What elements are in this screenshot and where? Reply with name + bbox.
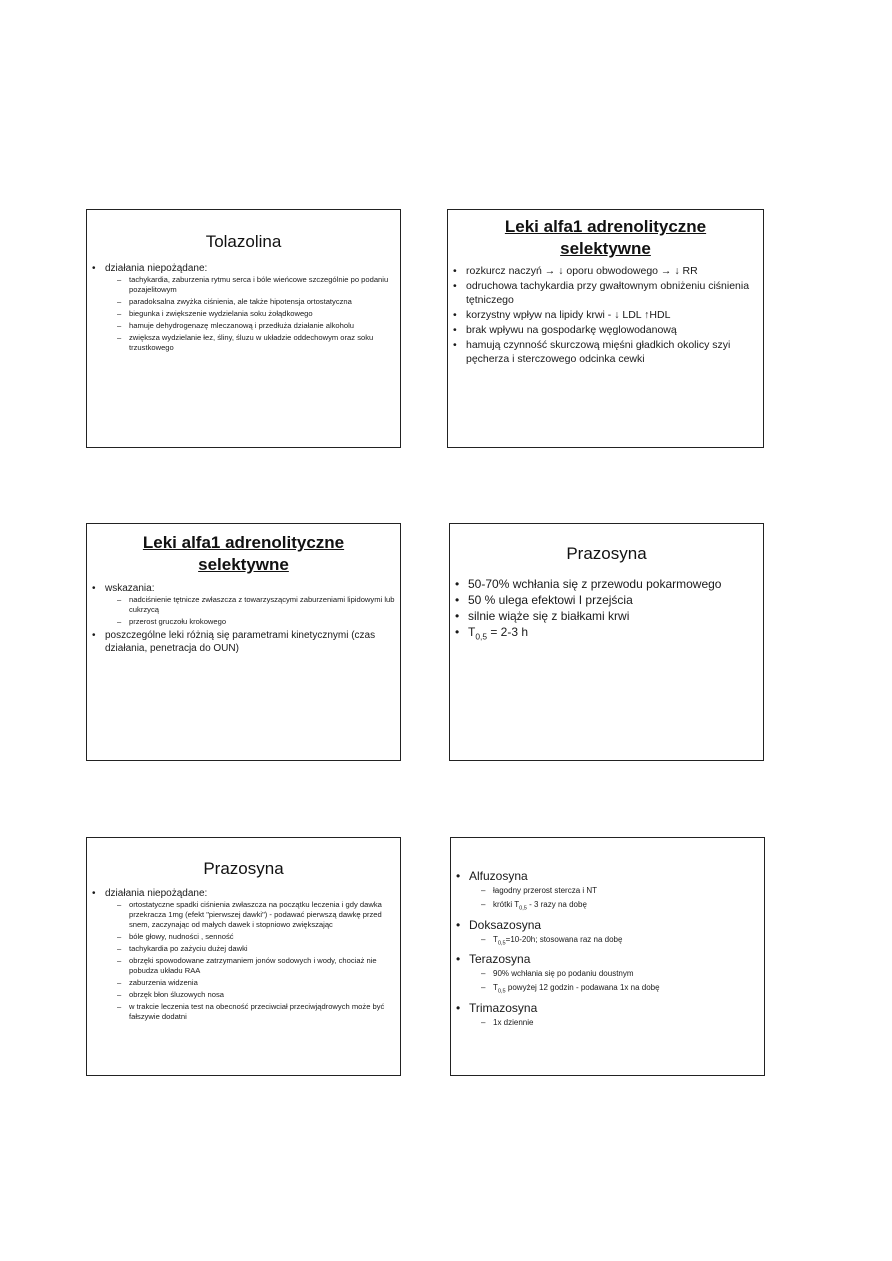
bullet-item xyxy=(448,338,763,366)
item-text: Doksazosyna xyxy=(469,917,542,932)
bullet-item xyxy=(87,629,400,655)
item-text: działania niepożądane: xyxy=(105,263,208,274)
item-text: w trakcie leczenia test na obecność przeciwciał przeciwjądrowych może być fałszywie dodatni xyxy=(129,1002,385,1021)
item-text: Trimazosyna xyxy=(469,1000,538,1015)
item-text: zwiększa wydzielanie łez, śliny, śluzu w układzie oddechowym oraz soku trzustkowego xyxy=(129,333,374,352)
subscript: 0,5 xyxy=(497,988,506,995)
sub-bullet-item xyxy=(87,956,400,976)
item-text: tachykardia, zaburzenia rytmu serca i bóle wieńcowe szczególnie po podaniu pozajelitowym xyxy=(129,275,389,294)
bullet-item xyxy=(448,323,763,337)
item-text: 90% wchłania się po podaniu doustnym xyxy=(493,969,634,979)
item-text: korzystny wpływ na lipidy krwi - ↓ LDL ↑HDL xyxy=(466,309,671,321)
item-text: ortostatyczne spadki ciśnienia zwłaszcza na początku leczenia i gdy dawka przekracza 1mg (efekt "pierwszej dawki") - podawać pierwszą dawkę przed snem, zaczynając od małych dawek i stopniowo zwiększając xyxy=(129,900,382,929)
item-text: Terazosyna xyxy=(469,952,531,967)
slide-prazosyna-2 xyxy=(86,837,401,1076)
item-text: paradoksalna zwyżka ciśnienia, ale także hipotensja ortostatyczna xyxy=(129,297,352,306)
item-text: tachykardia po zażyciu dużej dawki xyxy=(129,944,248,953)
bullet-item xyxy=(451,1000,764,1017)
bullet-item xyxy=(451,951,764,968)
item-text: 50 % ulega efektowi I przejścia xyxy=(468,593,633,607)
slide-title-line2: selektywne xyxy=(560,239,651,258)
sub-bullet-item xyxy=(451,934,764,950)
item-text: działania niepożądane: xyxy=(105,888,208,899)
item-text: hamuje dehydrogenazę mleczanową i przedłuża działanie alkoholu xyxy=(129,321,355,330)
sub-bullet-item xyxy=(87,1002,400,1022)
item-text: krótki T xyxy=(493,900,520,909)
slide-title-line2: selektywne xyxy=(198,555,289,574)
slide-list xyxy=(448,264,763,366)
slide-list xyxy=(450,576,763,644)
item-text: = 2-3 h xyxy=(487,625,529,639)
sub-bullet-item xyxy=(87,297,400,307)
bullet-item xyxy=(448,308,763,322)
item-text: T xyxy=(493,983,498,993)
bullet-item xyxy=(450,624,763,644)
bullet-item xyxy=(451,917,764,934)
item-text: łagodny przerost stercza i NT xyxy=(493,886,598,895)
slide-list xyxy=(87,582,400,655)
bullet-item xyxy=(87,582,400,595)
bullet-item xyxy=(450,576,763,592)
item-text: T xyxy=(493,934,498,944)
slide-prazosyna-1 xyxy=(449,523,764,761)
slide-title: Prazosyna xyxy=(566,544,647,563)
slide-list xyxy=(87,887,400,1022)
bullet-item xyxy=(448,264,763,278)
sub-bullet-item xyxy=(87,309,400,319)
bullet-item xyxy=(451,868,764,885)
sub-bullet-item xyxy=(451,968,764,980)
item-text: rozkurcz naczyń → ↓ oporu obwodowego → ↓ RR xyxy=(466,265,698,277)
bullet-item xyxy=(448,279,763,307)
item-text: powyżej 12 godzin - podawana 1x na dobę xyxy=(505,983,660,993)
slide-tolazolina xyxy=(86,209,401,448)
item-text: Alfuzosyna xyxy=(469,869,528,883)
item-text: przerost gruczołu krokowego xyxy=(129,617,227,626)
slide-title-line1: Leki alfa1 adrenolityczne xyxy=(504,217,707,236)
sub-bullet-item xyxy=(87,333,400,353)
sub-bullet-item xyxy=(87,275,400,295)
subscript: 0,5 xyxy=(497,940,506,947)
slide-list xyxy=(87,262,400,353)
sub-bullet-item xyxy=(87,617,400,627)
sub-bullet-item xyxy=(87,932,400,942)
slide-alfa1-selective-2 xyxy=(86,523,401,761)
item-text: silnie wiąże się z białkami krwi xyxy=(468,609,630,623)
item-text: wskazania: xyxy=(105,583,155,594)
item-text: nadciśnienie tętnicze zwłaszcza z towarzyszącymi zaburzeniami lipidowymi lub cukrzycą xyxy=(129,595,395,614)
sub-bullet-item xyxy=(451,899,764,915)
item-text: zaburzenia widzenia xyxy=(129,978,198,987)
item-text: =10-20h; stosowana raz na dobę xyxy=(505,934,623,944)
item-text: odruchowa tachykardia przy gwałtownym obniżeniu ciśnienia tętniczego xyxy=(466,280,750,306)
sub-bullet-item xyxy=(87,900,400,930)
subscript: 0,5 xyxy=(519,905,527,912)
slide-list xyxy=(451,868,764,1029)
item-text: poszczególne leki różnią się parametrami kinetycznymi (czas działania, penetracja do OUN) xyxy=(105,630,376,654)
slide-alfa1-selective-1 xyxy=(447,209,764,448)
sub-bullet-item xyxy=(451,1017,764,1029)
item-text: obrzęk błon śluzowych nosa xyxy=(129,990,224,999)
bullet-item xyxy=(450,592,763,608)
item-text: 50-70% wchłania się z przewodu pokarmowego xyxy=(468,577,722,591)
slide-title: Tolazolina xyxy=(205,232,282,251)
item-text: brak wpływu na gospodarkę węglowodanową xyxy=(466,324,677,336)
bullet-item xyxy=(87,887,400,900)
slide-title: Prazosyna xyxy=(203,859,284,878)
sub-bullet-item xyxy=(87,944,400,954)
bullet-item xyxy=(450,608,763,624)
slide-title-line1: Leki alfa1 adrenolityczne xyxy=(142,533,345,552)
item-text: bóle głowy, nudności , senność xyxy=(129,932,234,941)
item-text: hamują czynność skurczową mięśni gładkich okolicy szyi pęcherza i sterczowego odcinka cewki xyxy=(466,339,731,365)
item-text: obrzęki spowodowane zatrzymaniem jonów sodowych i wody, chociaż nie pobudza układu RAA xyxy=(129,956,377,975)
subscript: 0,5 xyxy=(475,631,487,642)
sub-bullet-item xyxy=(87,978,400,988)
item-text: T xyxy=(468,625,476,639)
bullet-item xyxy=(87,262,400,275)
sub-bullet-item xyxy=(87,321,400,331)
item-text: 1x dziennie xyxy=(493,1017,534,1027)
sub-bullet-item xyxy=(87,990,400,1000)
sub-bullet-item xyxy=(451,982,764,998)
slide-alpha-blockers-list xyxy=(450,837,765,1076)
item-text: biegunka i zwiększenie wydzielania soku żołądkowego xyxy=(129,309,313,318)
item-text: - 3 razy na dobę xyxy=(526,900,587,909)
sub-bullet-item xyxy=(87,595,400,615)
sub-bullet-item xyxy=(451,885,764,897)
